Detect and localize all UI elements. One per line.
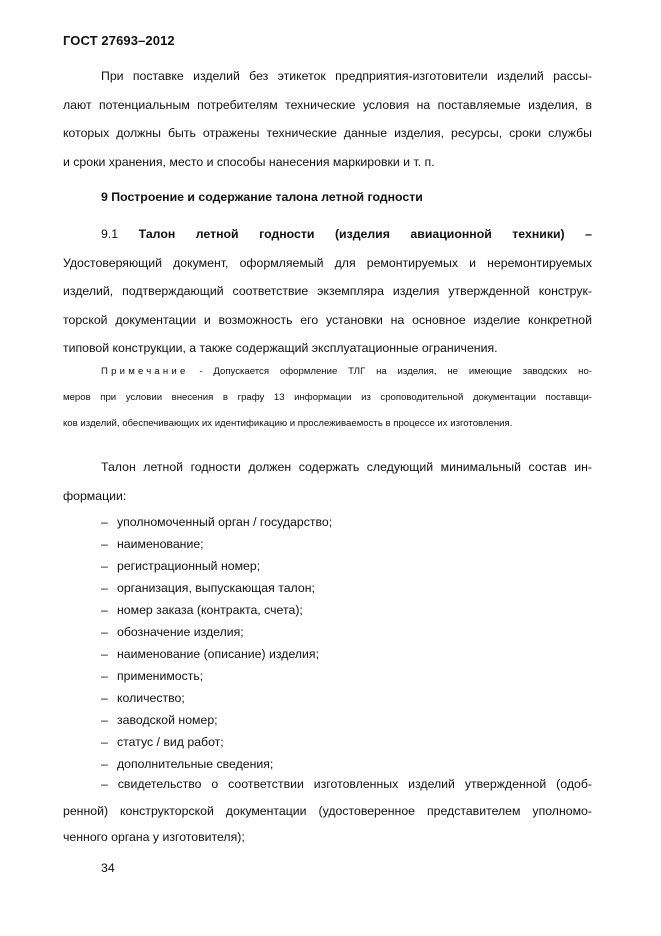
list-item-text: номер заказа (контракта, счета);	[117, 603, 303, 617]
long-item-line: ченного органа у изготовителя);	[63, 830, 245, 844]
list-item-text: наименование (описание) изделия;	[117, 647, 319, 661]
list-bullet: –	[101, 757, 108, 771]
list-item	[101, 511, 592, 533]
note-block	[63, 359, 592, 437]
long-item-line: – свидетельство о соответствии изготовленных изделий утвержденной (одоб-	[101, 777, 592, 791]
list-bullet: –	[101, 625, 108, 639]
note-line: меров при условии внесения в графу 13 информации из сроповодительной документации поставщи-	[63, 392, 592, 403]
document-header: ГОСТ 27693–2012	[63, 33, 175, 48]
list-item-text: регистрационный номер;	[117, 559, 261, 573]
list-bullet: –	[101, 537, 108, 551]
list-item-text: уполномоченный орган / государство;	[117, 515, 333, 529]
note-text: Допускается оформление ТЛГ на изделия, не имеющие заводских но-	[213, 366, 592, 377]
list-item	[101, 577, 592, 599]
list-item-text: дополнительные сведения;	[117, 757, 274, 771]
clause-number: 9.1	[101, 227, 119, 241]
clause-line: типовой конструкции, а также содержащий эксплуатационные ограничения.	[63, 341, 498, 355]
list-bullet: –	[101, 603, 108, 617]
list-bullet: –	[101, 669, 108, 683]
note-label: Примечание	[101, 366, 189, 377]
clause-first-line	[63, 220, 592, 249]
list-item	[101, 731, 592, 753]
clause-line: торской документации и возможность его установки на основное изделие конкретной	[63, 312, 592, 327]
list-item-text: заводской номер;	[117, 713, 218, 727]
intro-paragraph	[63, 62, 592, 176]
list-item	[101, 665, 592, 687]
list-bullet: –	[101, 647, 108, 661]
intro-line: которых должны быть отражены технические данные изделия, ресурсы, сроки службы	[63, 126, 592, 140]
list-bullet: –	[101, 515, 108, 529]
clause-9-1	[63, 220, 592, 363]
list-item-text: обозначение изделия;	[117, 625, 244, 639]
list-item	[101, 687, 592, 709]
note-line: ков изделий, обеспечивающих их идентификацию и прослеживаемость в процессе их изготовления.	[63, 418, 513, 429]
list-bullet: –	[101, 559, 108, 573]
list-item-text: организация, выпускающая талон;	[117, 581, 315, 595]
list-item	[101, 621, 592, 643]
intro-line: При поставке изделий без этикеток предприятия-изготовители изделий рассы-	[101, 69, 592, 83]
clause-line: изделий, подтверждающий соответствие экземпляра изделия утвержденной конструк-	[63, 284, 592, 298]
long-item-line: ренной) конструкторской документации (удостоверенное представителем уполномо-	[63, 803, 592, 818]
note-first-line	[63, 359, 592, 385]
clause-term: Талон летной годности (изделия авиационной техники)	[138, 227, 565, 241]
list-item-long	[63, 771, 592, 851]
list-item	[101, 599, 592, 621]
intro-line: и сроки хранения, место и способы нанесения маркировки и т. п.	[63, 154, 435, 169]
section-title: 9 Построение и содержание талона летной годности	[101, 190, 423, 204]
page-number: 34	[101, 861, 115, 875]
list-item	[101, 709, 592, 731]
clause-dash: –	[585, 227, 592, 241]
intro-line: лают потенциальным потребителям технические условия на поставляемые изделия, в	[63, 97, 592, 112]
info-list	[101, 511, 592, 775]
list-bullet: –	[101, 713, 108, 727]
list-bullet: –	[101, 581, 108, 595]
note-separator: -	[199, 366, 203, 377]
content-paragraph	[63, 453, 592, 510]
list-bullet: –	[101, 735, 108, 749]
list-item	[101, 533, 592, 555]
list-item-text: количество;	[117, 691, 185, 705]
content-line: формации:	[63, 488, 127, 503]
list-item-text: применимость;	[117, 669, 204, 683]
list-item	[101, 555, 592, 577]
list-bullet: –	[101, 691, 108, 705]
list-item-text: наименование;	[117, 537, 204, 551]
list-item	[101, 643, 592, 665]
clause-line: Удостоверяющий документ, оформляемый для ремонтируемых и неремонтируемых	[63, 255, 592, 270]
content-line: Талон летной годности должен содержать следующий минимальный состав ин-	[101, 460, 592, 474]
list-item-text: статус / вид работ;	[117, 735, 224, 749]
